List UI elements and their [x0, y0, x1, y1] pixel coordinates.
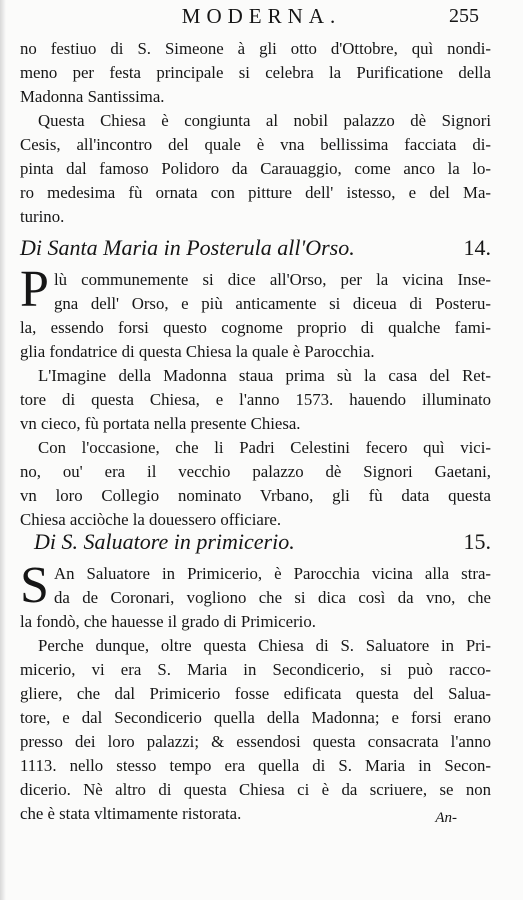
text-line: Perche dunque, oltre questa Chiesa di S. Saluatore in Pri- [38, 636, 491, 655]
text-line: che è stata vltimamente ristorata. [20, 804, 242, 823]
text-line: Chiesa acciòche la douessero officiare. [20, 510, 282, 529]
text-line: turino. [20, 207, 65, 226]
section-heading [34, 528, 491, 556]
section-heading [20, 234, 491, 262]
text-line: gna dell' Orso, e più anticamente si diceua di Posteru- [54, 294, 491, 313]
running-title: MODERNA. [181, 4, 342, 28]
text-line: pinta dal famoso Polidoro da Carauaggio, come anco la lo- [20, 159, 491, 178]
text-line: lù communemente si dice all'Orso, per la vicina Inse- [54, 270, 491, 289]
text-line: ro medesima fù ornata con pitture dell' istesso, e del Ma- [20, 183, 491, 202]
text-line: An Saluatore in Primicerio, è Parocchia vicina alla stra- [54, 564, 491, 583]
text-line: dicerio. Nè altro di questa Chiesa ci è da scriuere, se non [20, 780, 491, 799]
section-number: 15. [463, 529, 491, 554]
text-line: la fondò, che hauesse il grado di Primicerio. [20, 612, 316, 631]
text-line: no festiuo di S. Simeone à gli otto d'Ottobre, quì nondi- [20, 39, 491, 58]
text-line: gliere, che dal Primicerio fosse edificata questa del Salua- [20, 684, 491, 703]
section-number: 14. [463, 235, 491, 260]
text-line: Con l'occasione, che li Padri Celestini fecero quì vici- [38, 438, 491, 457]
text-line: Cesis, all'incontro del quale è vna bellissima facciata di- [20, 135, 491, 154]
text-line: tore, e dal Secondicerio quella della Madonna; e forsi erano [20, 708, 491, 727]
text-line: Questa Chiesa è congiunta al nobil palazzo dè Signori [38, 111, 491, 130]
text-line: da de Coronari, vogliono che si dica così da vno, che [54, 588, 491, 607]
catchword: An- [435, 810, 457, 826]
text-line: glia fondatrice di questa Chiesa la quale è Parocchia. [20, 342, 375, 361]
text-line: 1113. nello stesso tempo era quella di S. Maria in Secon- [20, 756, 491, 775]
text-line: tore di questa Chiesa, e l'anno 1573. hauendo illuminato [20, 390, 491, 409]
text-line: no, ou' era il vecchio palazzo dè Signori Gaetani, [20, 462, 491, 481]
running-head [0, 4, 523, 34]
drop-cap: P [20, 261, 49, 318]
section-title: Di S. Saluatore in primicerio. [34, 529, 295, 554]
text-line: vn cieco, fù portata nella presente Chiesa. [20, 414, 301, 433]
text-line: L'Imagine della Madonna staua prima sù la casa del Ret- [38, 366, 491, 385]
section-title: Di Santa Maria in Posterula all'Orso. [20, 235, 355, 260]
drop-cap: S [20, 557, 49, 614]
text-line: Madonna Santissima. [20, 87, 165, 106]
page-number: 255 [449, 5, 479, 27]
text-line: vn loro Collegio nominato Vrbano, gli fù data questa [20, 486, 491, 505]
text-line: la, essendo forsi questo cognome proprio di qualche fami- [20, 318, 491, 337]
text-line: meno per festa principale si celebra la Purificatione della [20, 63, 491, 82]
text-line: micerio, vi era S. Maria in Secondicerio, si può racco- [20, 660, 491, 679]
text-line: presso dei loro palazzi; & essendosi questa consacrata l'anno [20, 732, 491, 751]
